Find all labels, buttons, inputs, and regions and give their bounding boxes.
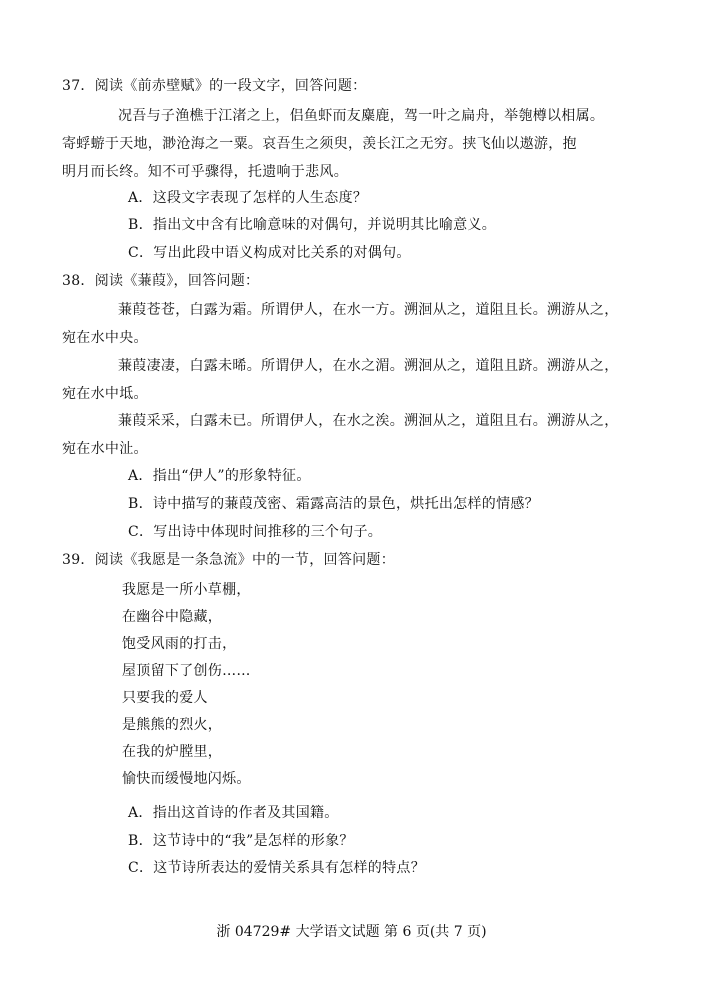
q38-option-b: B．诗中描写的蒹葭茂密、霜露高洁的景色，烘托出怎样的情感？ bbox=[128, 496, 539, 512]
q37-passage-line-2: 寄蜉蝣于天地，渺沧海之一粟。哀吾生之须臾，羡长江之无穷。挟飞仙以遨游，抱 bbox=[62, 136, 577, 152]
q38-option-a: A．指出“伊人”的形象特征。 bbox=[128, 468, 311, 484]
q37-option-c: C．写出此段中语义构成对比关系的对偶句。 bbox=[128, 245, 411, 261]
q39-poem-line-2: 在幽谷中隐藏， bbox=[122, 609, 223, 625]
q38-option-c: C．写出诗中体现时间推移的三个句子。 bbox=[128, 524, 383, 540]
q37-passage-line-3: 明月而长终。知不可乎骤得，托遗响于悲风。 bbox=[62, 164, 348, 180]
q37-option-b: B．指出文中含有比喻意味的对偶句，并说明其比喻意义。 bbox=[128, 217, 497, 233]
q38-stanza-2-line-2: 宛在水中坻。 bbox=[62, 386, 148, 402]
q39-poem-line-3: 饱受风雨的打击， bbox=[122, 636, 237, 652]
q38-stanza-1-line-2: 宛在水中央。 bbox=[62, 330, 148, 346]
q39-option-b: B．这节诗中的“我”是怎样的形象？ bbox=[128, 833, 354, 849]
q39-poem-line-7: 在我的炉膛里， bbox=[122, 744, 223, 760]
q38-stanza-1-line-1: 蒹葭苍苍，白露为霜。所谓伊人，在水一方。溯洄从之，道阻且长。溯游从之， bbox=[118, 302, 619, 318]
q37-option-a: A．这段文字表现了怎样的人生态度？ bbox=[128, 190, 368, 206]
q39-poem-line-1: 我愿是一所小草棚， bbox=[122, 582, 251, 598]
q38-stanza-3-line-1: 蒹葭采采，白露未已。所谓伊人，在水之涘。溯洄从之，道阻且右。溯游从之， bbox=[118, 413, 619, 429]
q39-poem-line-4: 屋顶留下了创伤…… bbox=[122, 663, 251, 679]
q39-poem-line-8: 愉快而缓慢地闪烁。 bbox=[122, 771, 251, 787]
q39-option-a: A．指出这首诗的作者及其国籍。 bbox=[128, 805, 339, 821]
q38-stanza-3-line-2: 宛在水中沚。 bbox=[62, 441, 148, 457]
question-39-title: 39．阅读《我愿是一条急流》中的一节，回答问题： bbox=[62, 552, 396, 568]
question-38-title: 38．阅读《蒹葭》，回答问题： bbox=[62, 273, 260, 289]
q38-stanza-2-line-1: 蒹葭凄凄，白露未晞。所谓伊人，在水之湄。溯洄从之，道阻且跻。溯游从之， bbox=[118, 358, 619, 374]
q39-poem-line-6: 是熊熊的烈火， bbox=[122, 717, 223, 733]
question-37-title: 37．阅读《前赤壁赋》的一段文字，回答问题： bbox=[62, 78, 367, 94]
page-footer: 浙 04729# 大学语文试题 第 6 页(共 7 页) bbox=[216, 924, 487, 940]
q39-option-c: C．这节诗所表达的爱情关系具有怎样的特点？ bbox=[128, 860, 426, 876]
q37-passage-line-1: 况吾与子渔樵于江渚之上，侣鱼虾而友麋鹿，驾一叶之扁舟，举匏樽以相属。 bbox=[118, 108, 605, 124]
q39-poem-line-5: 只要我的爱人 bbox=[122, 690, 208, 706]
